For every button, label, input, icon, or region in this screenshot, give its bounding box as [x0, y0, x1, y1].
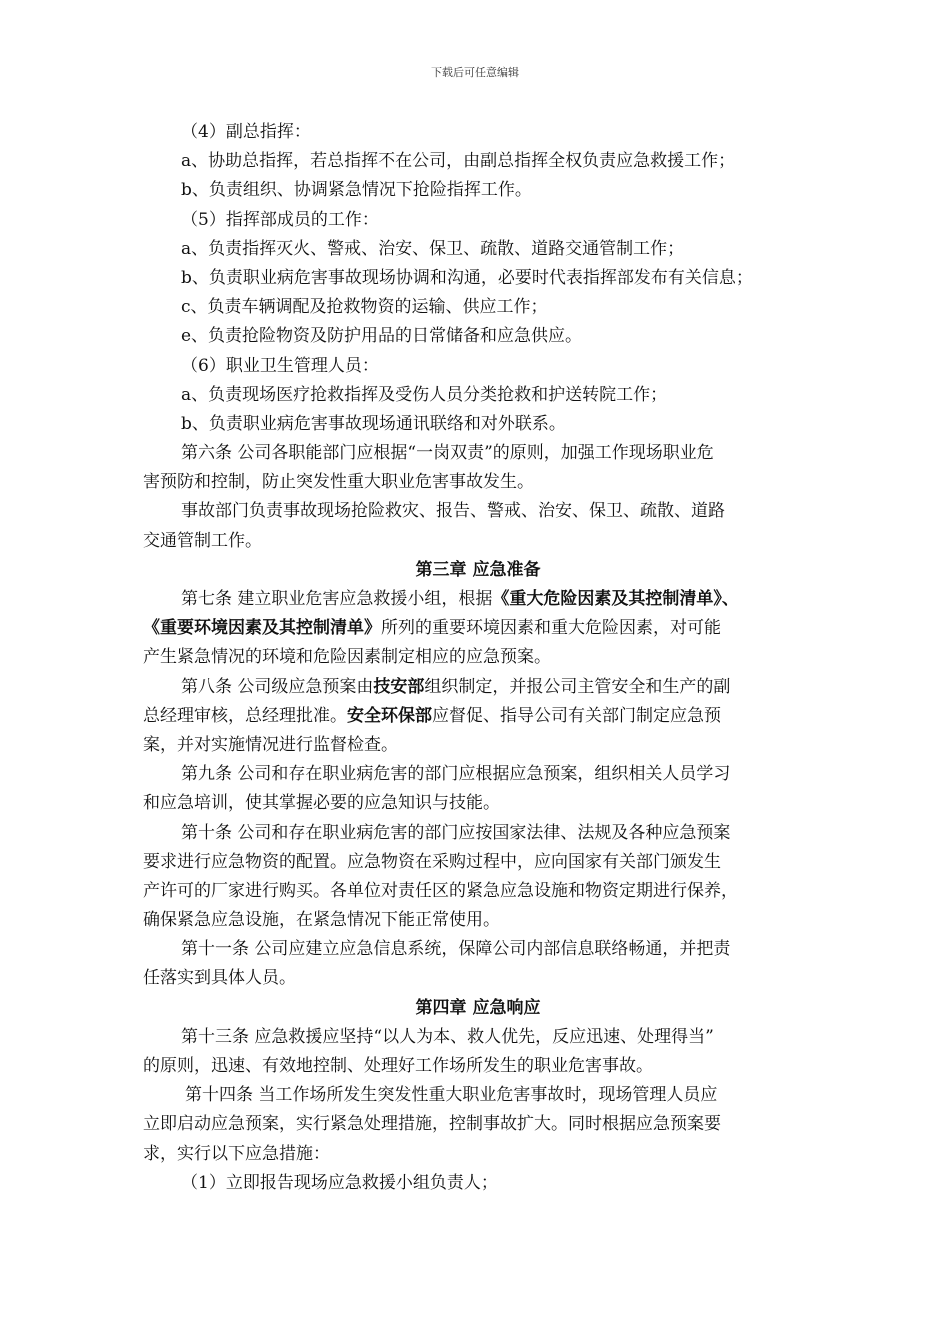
text-line: 产生紧急情况的环境和危险因素制定相应的应急预案。 — [143, 647, 551, 668]
text-line: （6）职业卫生管理人员： — [181, 355, 379, 376]
text-line — [143, 673, 813, 702]
text-line: 第九条 公司和存在职业病危害的部门应根据应急预案，组织相关人员学习 — [181, 764, 731, 785]
bold-run: 《重要环境因素及其控制清单》 — [143, 618, 381, 639]
page-header: 下载后可任意编辑 — [431, 66, 519, 79]
text-run: 应督促、指导公司有关部门制定应急预 — [432, 705, 721, 726]
text-line: a、负责指挥灭火、警戒、治安、保卫、疏散、道路交通管制工作； — [181, 238, 685, 259]
text-line: 求，实行以下应急措施： — [143, 1143, 330, 1164]
text-run: 所列的重要环境因素和重大危险因素，对可能 — [381, 618, 721, 639]
text-run: 组织制定，并报公司主管安全和生产的副 — [424, 676, 731, 697]
text-line: （4）副总指挥： — [181, 122, 311, 142]
text-line: 第十条 公司和存在职业病危害的部门应按国家法律、法规及各种应急预案 — [181, 822, 731, 843]
text-line — [143, 585, 813, 614]
text-line: a、协助总指挥，若总指挥不在公司，由副总指挥全权负责应急救援工作； — [181, 151, 736, 172]
text-line: 第六条 公司各职能部门应根据“一岗双责”的原则，加强工作现场职业危 — [181, 443, 714, 464]
text-line — [143, 614, 813, 643]
chapter-heading-3: 第三章 应急准备 — [415, 559, 541, 580]
text-line: 案，并对实施情况进行监督检查。 — [143, 734, 398, 755]
text-line: a、负责现场医疗抢救指挥及受伤人员分类抢救和护送转院工作； — [181, 384, 668, 405]
text-line: 任落实到具体人员。 — [143, 968, 296, 989]
text-line: 交通管制工作。 — [143, 530, 262, 551]
text-line: b、负责职业病危害事故现场通讯联络和对外联系。 — [181, 413, 566, 434]
text-line: （1）立即报告现场应急救援小组负责人； — [181, 1172, 498, 1193]
text-line: 第十三条 应急救援应坚持“以人为本、救人优先，反应迅速、处理得当” — [181, 1026, 714, 1047]
bold-run: 技安部 — [373, 676, 425, 697]
document-body — [143, 118, 813, 1198]
text-line: 立即启动应急预案，实行紧急处理措施，控制事故扩大。同时根据应急预案要 — [143, 1114, 721, 1135]
text-line: 害预防和控制，防止突发性重大职业危害事故发生。 — [143, 472, 534, 493]
text-run: 第八条 公司级应急预案由 — [181, 676, 374, 697]
text-line: 事故部门负责事故现场抢险救灾、报告、警戒、治安、保卫、疏散、道路 — [181, 501, 725, 522]
text-line: 第十四条 当工作场所发生突发性重大职业危害事故时，现场管理人员应 — [185, 1085, 718, 1106]
text-line: c、负责车辆调配及抢救物资的运输、供应工作； — [181, 297, 548, 318]
text-line: b、负责职业病危害事故现场协调和沟通，必要时代表指挥部发布有关信息； — [181, 267, 753, 288]
text-run: 总经理审核，总经理批准。 — [143, 705, 347, 726]
bold-run: 安全环保部 — [347, 705, 432, 726]
chapter-heading-4: 第四章 应急响应 — [415, 997, 541, 1018]
text-line: （5）指挥部成员的工作： — [181, 209, 379, 230]
bold-run: 《重大危险因素及其控制清单》、 — [492, 589, 739, 609]
text-line: b、负责组织、协调紧急情况下抢险指挥工作。 — [181, 180, 532, 201]
text-line: 确保紧急应急设施，在紧急情况下能正常使用。 — [143, 910, 500, 931]
text-line: e、负责抢险物资及防护用品的日常储备和应急供应。 — [181, 326, 583, 347]
text-line: 要求进行应急物资的配置。应急物资在采购过程中，应向国家有关部门颁发生 — [143, 851, 721, 872]
text-line — [143, 702, 813, 731]
text-line: 产许可的厂家进行购买。各单位对责任区的紧急应急设施和物资定期进行保养， — [143, 880, 738, 901]
text-line: 和应急培训，使其掌握必要的应急知识与技能。 — [143, 793, 500, 814]
text-line: 的原则，迅速、有效地控制、处理好工作场所发生的职业危害事故。 — [143, 1056, 653, 1076]
text-line: 第十一条 公司应建立应急信息系统，保障公司内部信息联络畅通，并把责 — [181, 939, 731, 960]
text-run: 第七条 建立职业危害应急救援小组，根据 — [181, 589, 493, 609]
